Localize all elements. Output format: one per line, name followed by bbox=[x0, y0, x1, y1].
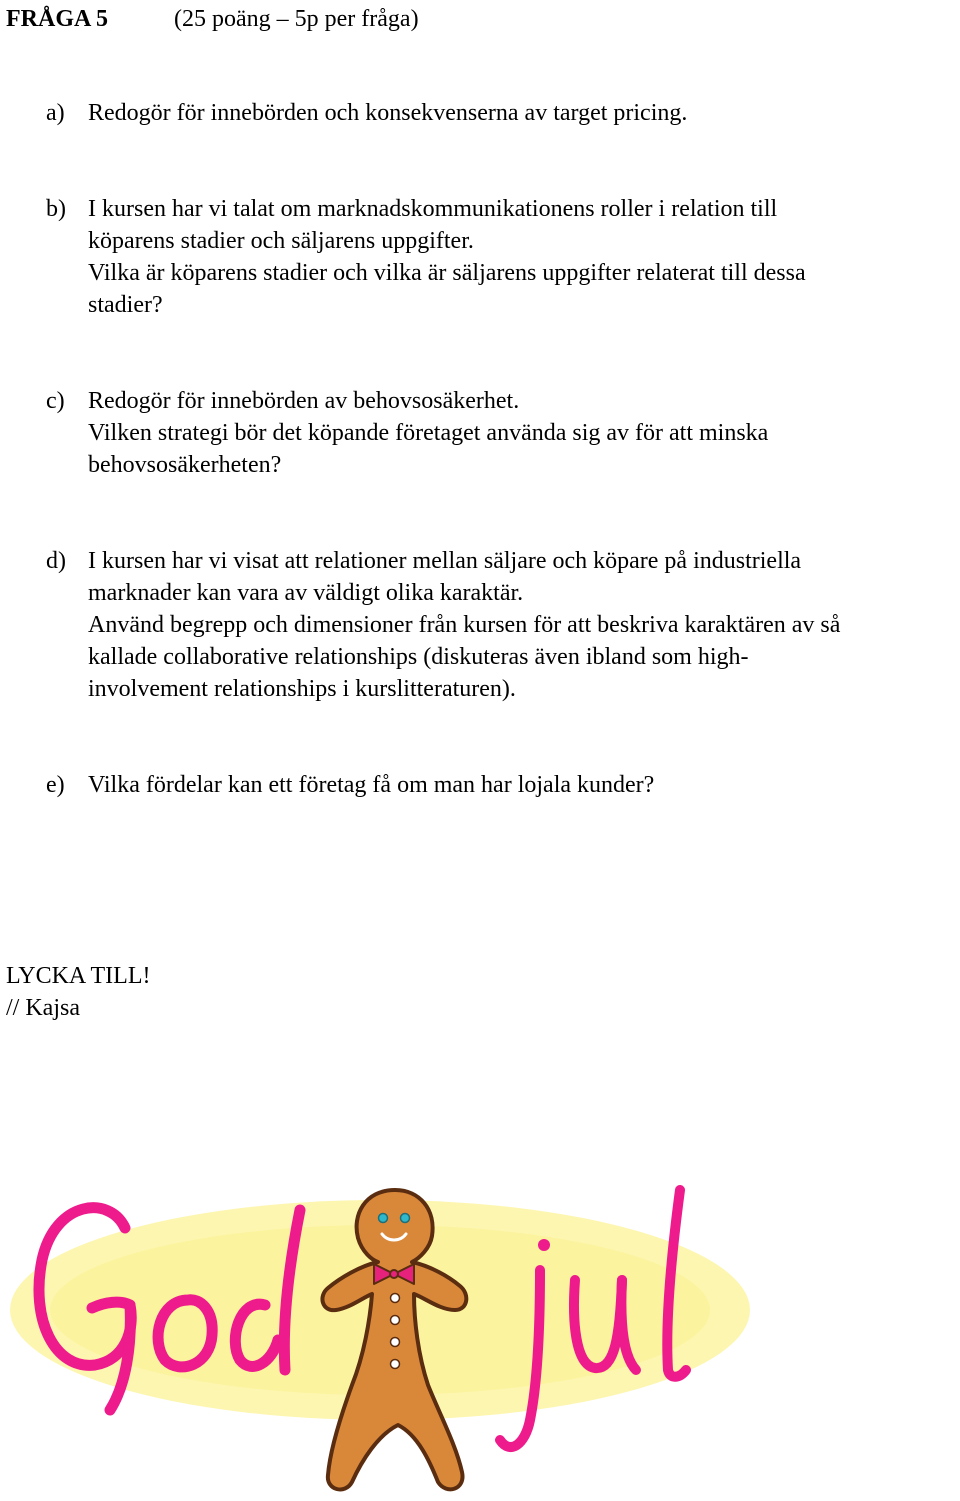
eye-icon bbox=[401, 1214, 410, 1223]
question-letter: d) bbox=[46, 548, 66, 574]
button-icon bbox=[391, 1360, 400, 1369]
question-text-line: involvement relationships i kurslitteraturen). bbox=[88, 676, 516, 702]
question-text-line: I kursen har vi talat om marknadskommunikationens roller i relation till bbox=[88, 196, 778, 222]
question-e bbox=[46, 769, 958, 801]
question-letter: a) bbox=[46, 100, 65, 126]
question-letter: c) bbox=[46, 388, 65, 414]
question-text-line: stadier? bbox=[88, 292, 163, 318]
question-text-line: I kursen har vi visat att relationer mellan säljare och köpare på industriella bbox=[88, 548, 802, 574]
question-points: (25 poäng – 5p per fråga) bbox=[174, 6, 419, 32]
question-text-line: Använd begrepp och dimensioner från kursen för att beskriva karaktären av så bbox=[88, 612, 841, 638]
question-text-line: köparens stadier och säljarens uppgifter. bbox=[88, 228, 474, 254]
question-heading bbox=[6, 4, 419, 34]
question-text-line: kallade collaborative relationships (diskuteras även ibland som high- bbox=[88, 644, 749, 670]
question-c bbox=[46, 385, 958, 481]
question-text-line: Vilka är köparens stadier och vilka är säljarens uppgifter relaterat till dessa bbox=[88, 260, 806, 286]
question-letter: b) bbox=[46, 196, 66, 222]
question-text-line: Vilken strategi bör det köpande företaget använda sig av för att minska bbox=[88, 420, 769, 446]
question-a bbox=[46, 97, 958, 129]
question-number: FRÅGA 5 bbox=[6, 6, 108, 32]
question-b bbox=[46, 193, 958, 321]
closing-signature bbox=[6, 960, 150, 1024]
question-letter: e) bbox=[46, 772, 65, 798]
question-text-line: Redogör för innebörden och konsekvenserna av target pricing. bbox=[88, 100, 688, 126]
signature-text: // Kajsa bbox=[6, 995, 80, 1021]
eye-icon bbox=[379, 1214, 388, 1223]
question-text-line: Redogör för innebörden av behovsosäkerhet. bbox=[88, 388, 520, 414]
button-icon bbox=[391, 1294, 400, 1303]
question-d bbox=[46, 545, 958, 705]
question-text-line: Vilka fördelar kan ett företag få om man har lojala kunder? bbox=[88, 772, 655, 798]
god-jul-clipart bbox=[0, 1170, 760, 1501]
button-icon bbox=[391, 1316, 400, 1325]
button-icon bbox=[391, 1338, 400, 1347]
question-text-line: marknader kan vara av väldigt olika karaktär. bbox=[88, 580, 524, 606]
good-luck-text: LYCKA TILL! bbox=[6, 963, 151, 989]
question-text-line: behovsosäkerheten? bbox=[88, 452, 282, 478]
